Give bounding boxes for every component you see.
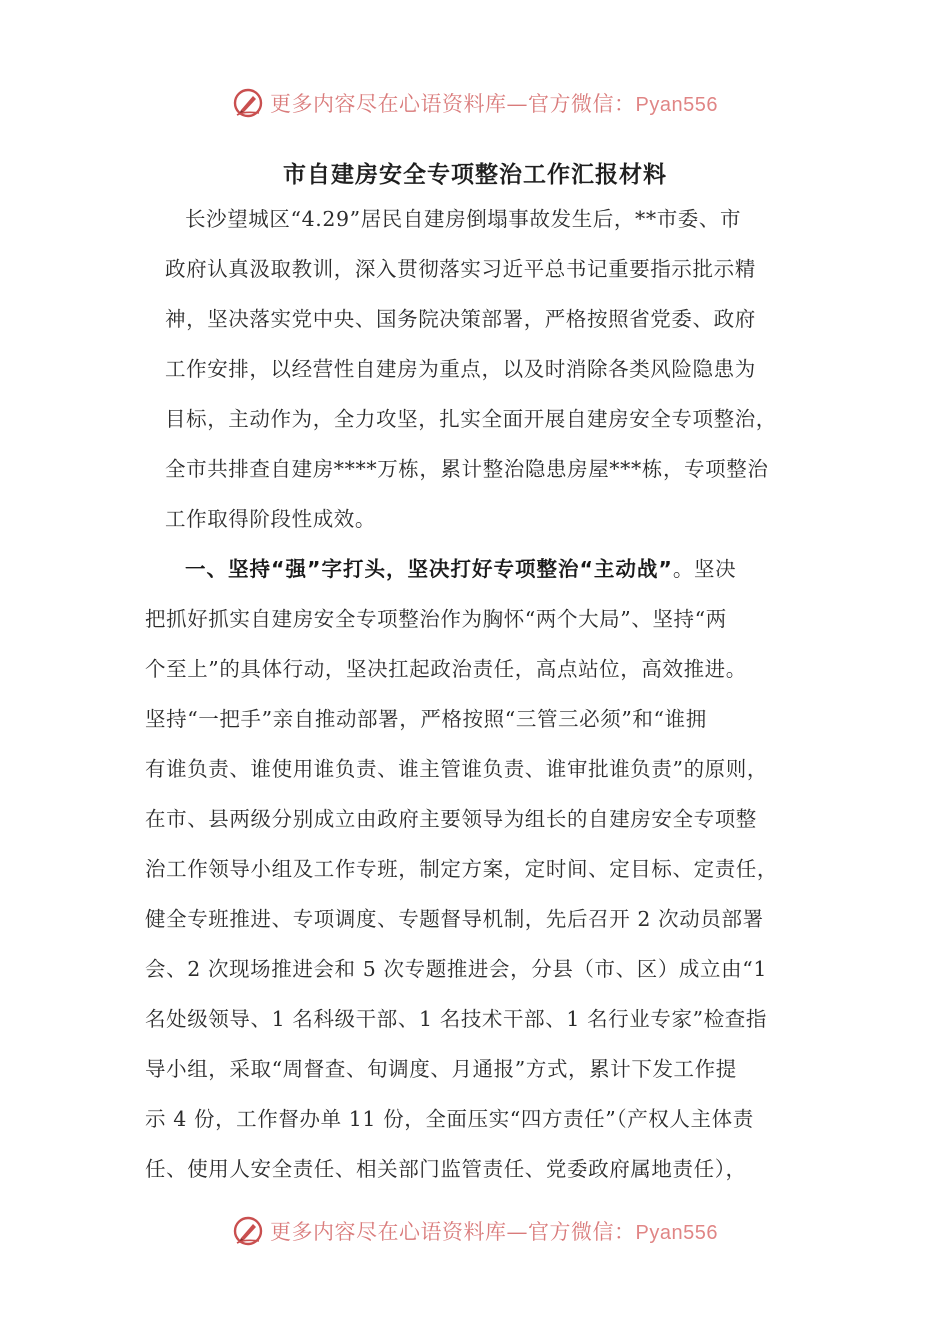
- header-watermark-banner: [0, 83, 950, 123]
- paragraph-line: 健全专班推进、专项调度、专题督导机制，先后召开 2 次动员部署: [145, 907, 764, 931]
- section-heading: 一、坚持“强”字打头，坚决打好专项整治“主动战”: [185, 557, 673, 581]
- paragraph-line: 工作安排，以经营性自建房为重点，以及时消除各类风险隐患为: [165, 357, 756, 381]
- pen-logo-icon: [232, 87, 264, 119]
- watermark-text: 更多内容尽在心语资料库—官方微信：Pyan556: [270, 1220, 718, 1244]
- paragraph-line: 治工作领导小组及工作专班，制定方案，定时间、定目标、定责任，: [145, 857, 778, 881]
- paragraph-line: 长沙望城区“4.29”居民自建房倒塌事故发生后，**市委、市: [185, 207, 742, 231]
- paragraph-line: 导小组，采取“周督查、旬调度、月通报”方式，累计下发工作提: [145, 1057, 737, 1081]
- section-heading-line: [185, 556, 736, 582]
- paragraph-line: 全市共排查自建房****万栋，累计整治隐患房屋***栋，专项整治: [165, 457, 769, 481]
- paragraph-line: 目标，主动作为，全力攻坚，扎实全面开展自建房安全专项整治，: [165, 407, 777, 431]
- paragraph-line: 个至上”的具体行动，坚决扛起政治责任，高点站位，高效推进。: [145, 657, 747, 681]
- paragraph-line: 示 4 份，工作督办单 11 份，全面压实“四方责任”（产权人主体责: [145, 1107, 754, 1131]
- paragraph-line: 坚持“一把手”亲自推动部署，严格按照“三管三必须”和“谁拥: [145, 707, 707, 731]
- paragraph-line: 政府认真汲取教训，深入贯彻落实习近平总书记重要指示批示精: [165, 257, 756, 281]
- section-heading-tail: 。坚决: [672, 557, 737, 581]
- paragraph-line: 任、使用人安全责任、相关部门监管责任、党委政府属地责任），: [145, 1157, 747, 1181]
- paragraph-line: 工作取得阶段性成效。: [165, 507, 376, 531]
- paragraph-line: 名处级领导、1 名科级干部、1 名技术干部、1 名行业专家”检查指: [145, 1007, 767, 1031]
- document-title: 市自建房安全专项整治工作汇报材料: [283, 162, 667, 188]
- watermark-contact: Pyan556: [635, 1222, 718, 1244]
- watermark-text: 更多内容尽在心语资料库—官方微信：Pyan556: [270, 92, 718, 116]
- footer-watermark-banner: [0, 1211, 950, 1251]
- watermark-contact: Pyan556: [635, 94, 718, 116]
- paragraph-line: 会、2 次现场推进会和 5 次专题推进会，分县（市、区）成立由“1: [145, 957, 767, 981]
- pen-logo-icon: [232, 1215, 264, 1247]
- paragraph-line: 在市、县两级分别成立由政府主要领导为组长的自建房安全专项整: [145, 807, 757, 831]
- paragraph-line: 神，坚决落实党中央、国务院决策部署，严格按照省党委、政府: [165, 307, 756, 331]
- paragraph-line: 把抓好抓实自建房安全专项整治作为胸怀“两个大局”、坚持“两: [145, 607, 727, 631]
- paragraph-line: 有谁负责、谁使用谁负责、谁主管谁负责、谁审批谁负责”的原则，: [145, 757, 768, 781]
